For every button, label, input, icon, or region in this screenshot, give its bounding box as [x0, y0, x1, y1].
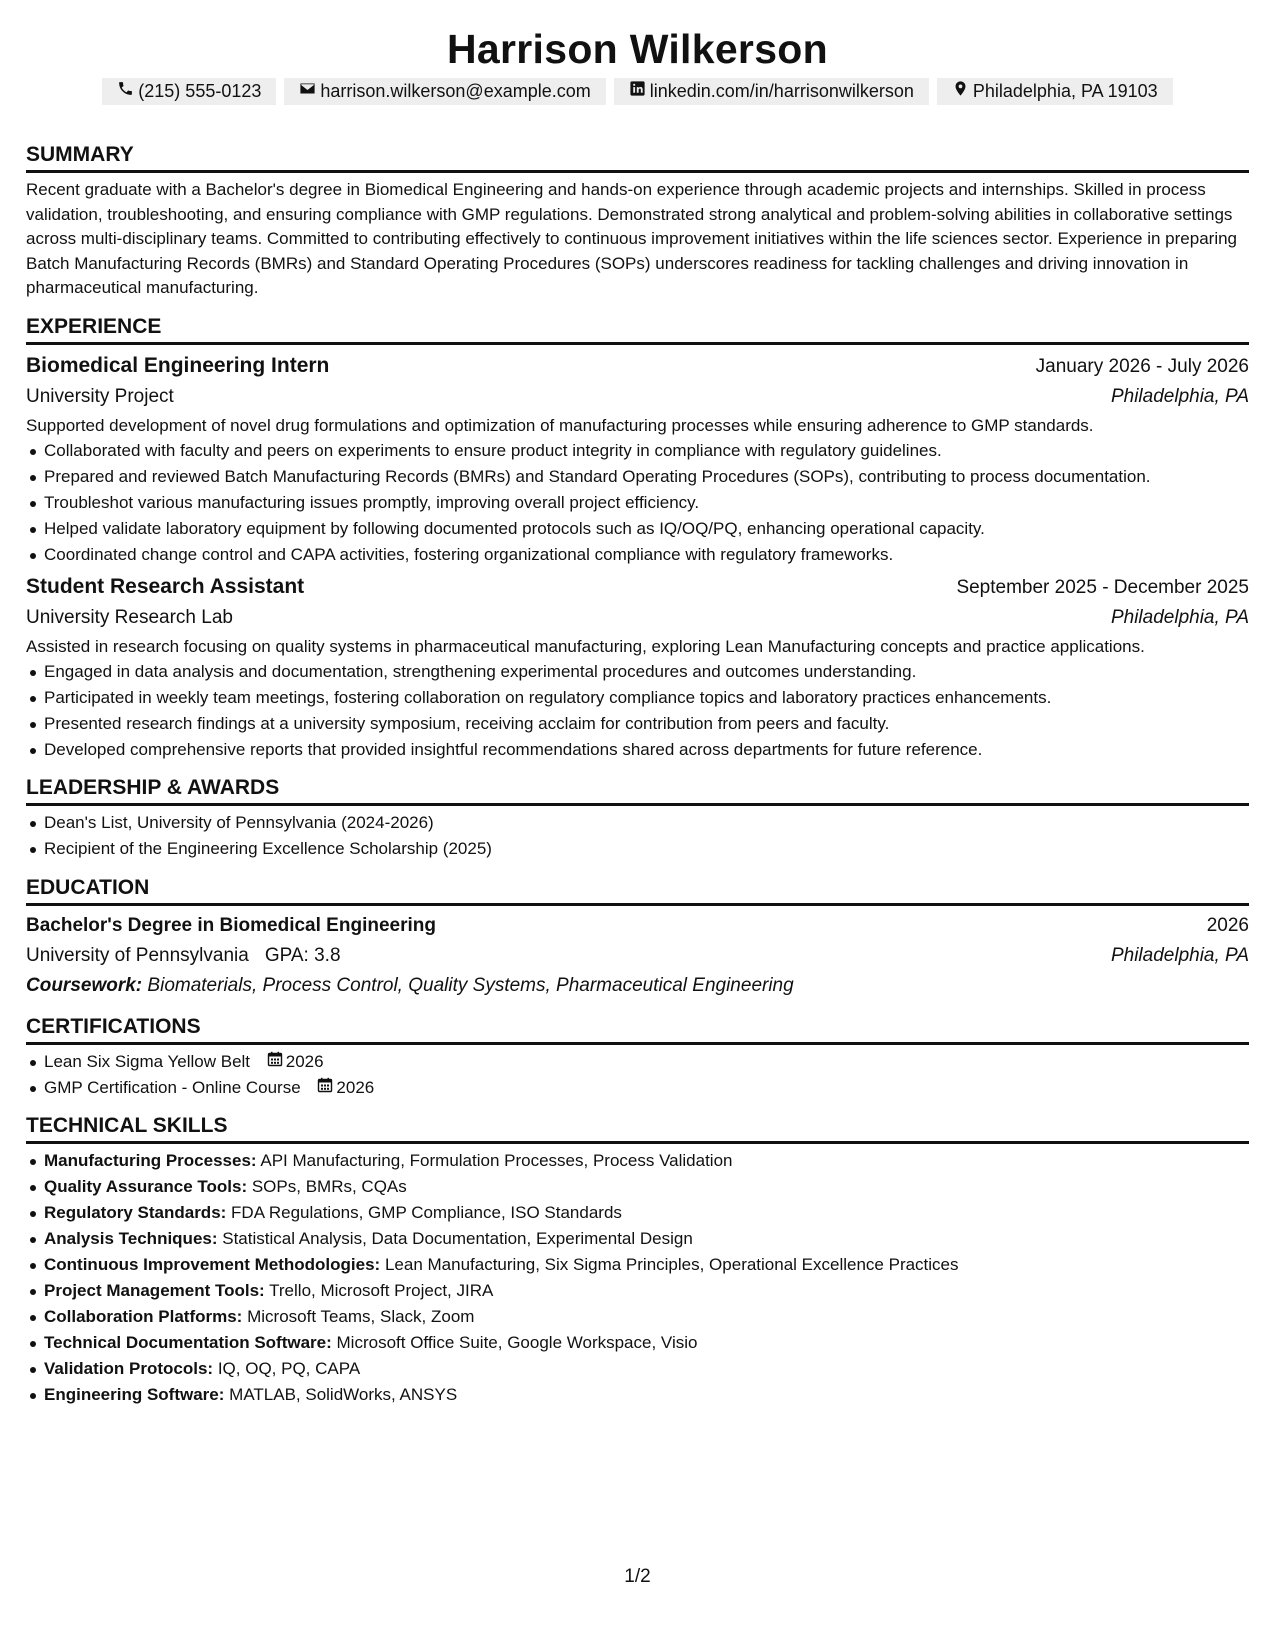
- list-item: [26, 1050, 1249, 1075]
- list-item: [26, 1383, 1249, 1408]
- job-entry: [26, 571, 1249, 762]
- list-item: Coordinated change control and CAPA activities, fostering organizational compliance with regulatory frameworks.: [26, 543, 1249, 568]
- coursework-label: Coursework:: [26, 974, 143, 996]
- linkedin-chip[interactable]: [614, 78, 929, 105]
- linkedin-icon: [629, 78, 646, 105]
- skill-values: IQ, OQ, PQ, CAPA: [217, 1359, 361, 1379]
- list-item: [26, 1253, 1249, 1278]
- skill-category: Continuous Improvement Methodologies:: [44, 1255, 381, 1275]
- linkedin-text: linkedin.com/in/harrisonwilkerson: [649, 81, 914, 101]
- experience-section: [26, 313, 1249, 762]
- skills-list: [26, 1149, 1249, 1407]
- skill-values: SOPs, BMRs, CQAs: [251, 1177, 407, 1197]
- skill-values: FDA Regulations, GMP Compliance, ISO Standards: [231, 1203, 622, 1223]
- list-item: Participated in weekly team meetings, fostering collaboration on regulatory compliance topics and laboratory practices enhancements.: [26, 686, 1249, 711]
- list-item: [26, 1076, 1249, 1101]
- list-item: Helped validate laboratory equipment by following documented protocols such as IQ/OQ/PQ, enhancing operational capacity.: [26, 517, 1249, 542]
- job-organization: University Research Lab: [26, 607, 233, 629]
- list-item: [26, 1331, 1249, 1356]
- map-pin-icon: [952, 78, 969, 105]
- degree-title: Bachelor's Degree in Biomedical Engineering: [26, 914, 436, 936]
- contact-bar: [26, 78, 1249, 105]
- certifications-section: [26, 1013, 1249, 1101]
- skill-category: Project Management Tools:: [44, 1281, 265, 1301]
- skill-category: Regulatory Standards:: [44, 1203, 227, 1223]
- candidate-name: Harrison Wilkerson: [447, 26, 828, 72]
- job-bullets: [26, 660, 1249, 763]
- list-item: Engaged in data analysis and documentation, strengthening experimental procedures and outcomes understanding.: [26, 660, 1249, 685]
- phone-icon: [117, 78, 134, 105]
- certification-year: 2026: [285, 1051, 324, 1071]
- skill-values: Trello, Microsoft Project, JIRA: [269, 1281, 494, 1301]
- skill-values: Microsoft Office Suite, Google Workspace, Visio: [336, 1333, 698, 1353]
- location-chip: [937, 78, 1173, 105]
- skill-values: Statistical Analysis, Data Documentation, Experimental Design: [222, 1229, 693, 1249]
- skill-values: MATLAB, SolidWorks, ANSYS: [229, 1385, 458, 1405]
- summary-text: Recent graduate with a Bachelor's degree in Biomedical Engineering and hands-on experience through academic projects and internships. Skilled in process validation, troubleshooting, and ensuring compliance with GMP regulations. Demonstrated strong analytical and problem-solving abilities in collaborative settings across multi-disciplinary teams. Committed to contributing effectively to continuous improvement initiatives within the life sciences sector. Experience in preparing Batch Manufacturing Records (BMRs) and Standard Operating Procedures (SOPs) underscores readiness for tackling challenges and driving innovation in pharmaceutical manufacturing.: [26, 180, 1238, 298]
- list-item: [26, 1201, 1249, 1226]
- certification-year: 2026: [336, 1077, 375, 1097]
- coursework-line: [26, 971, 1249, 1001]
- location-text: Philadelphia, PA 19103: [972, 81, 1158, 101]
- summary-heading: SUMMARY: [26, 141, 1249, 173]
- certifications-list: [26, 1050, 1249, 1101]
- leadership-list: [26, 811, 1249, 862]
- leadership-heading: LEADERSHIP & AWARDS: [26, 774, 1249, 806]
- experience-heading: EXPERIENCE: [26, 313, 1249, 345]
- job-location: Philadelphia, PA: [1110, 385, 1249, 407]
- list-item: Prepared and reviewed Batch Manufacturing Records (BMRs) and Standard Operating Procedures (SOPs), contributing to process documentation.: [26, 465, 1249, 490]
- list-item: Recipient of the Engineering Excellence Scholarship (2025): [26, 837, 1249, 862]
- skills-heading: TECHNICAL SKILLS: [26, 1112, 1249, 1144]
- job-location: Philadelphia, PA: [1110, 607, 1249, 629]
- skill-values: API Manufacturing, Formulation Processes, Process Validation: [260, 1151, 733, 1171]
- list-item: Developed comprehensive reports that provided insightful recommendations shared across departments for future reference.: [26, 738, 1249, 763]
- phone-chip[interactable]: [102, 78, 276, 105]
- job-description: Assisted in research focusing on quality systems in pharmaceutical manufacturing, exploring Lean Manufacturing concepts and practice applications.: [26, 637, 1145, 657]
- skill-category: Technical Documentation Software:: [44, 1333, 332, 1353]
- certification-name: GMP Certification - Online Course: [44, 1077, 301, 1097]
- school-location: Philadelphia, PA: [1110, 944, 1249, 966]
- calendar-icon: [317, 1076, 333, 1101]
- list-item: [26, 1175, 1249, 1200]
- skill-category: Analysis Techniques:: [44, 1229, 218, 1249]
- skill-category: Quality Assurance Tools:: [44, 1177, 248, 1197]
- gpa: GPA: 3.8: [264, 944, 341, 966]
- school-line: [26, 941, 341, 971]
- list-item: [26, 1149, 1249, 1174]
- job-dates: January 2026 - July 2026: [1035, 355, 1249, 377]
- education-heading: EDUCATION: [26, 874, 1249, 906]
- list-item: Collaborated with faculty and peers on experiments to ensure product integrity in compliance with regulatory guidelines.: [26, 439, 1249, 464]
- job-description: Supported development of novel drug formulations and optimization of manufacturing processes while ensuring adherence to GMP standards.: [26, 415, 1094, 435]
- skill-values: Microsoft Teams, Slack, Zoom: [247, 1307, 475, 1327]
- calendar-icon: [267, 1050, 283, 1075]
- skill-category: Validation Protocols:: [44, 1359, 214, 1379]
- list-item: Presented research findings at a university symposium, receiving acclaim for contribution from peers and faculty.: [26, 712, 1249, 737]
- education-section: [26, 874, 1249, 1001]
- school-name: University of Pennsylvania: [26, 944, 249, 966]
- list-item: [26, 1279, 1249, 1304]
- list-item: [26, 1357, 1249, 1382]
- email-text: harrison.wilkerson@example.com: [320, 81, 591, 101]
- list-item: [26, 1305, 1249, 1330]
- certification-name: Lean Six Sigma Yellow Belt: [44, 1051, 251, 1071]
- list-item: Troubleshot various manufacturing issues promptly, improving overall project efficiency.: [26, 491, 1249, 516]
- summary-section: [26, 141, 1249, 301]
- envelope-icon: [299, 78, 316, 105]
- skill-values: Lean Manufacturing, Six Sigma Principles, Operational Excellence Practices: [384, 1255, 959, 1275]
- job-organization: University Project: [26, 385, 174, 407]
- skill-category: Collaboration Platforms:: [44, 1307, 243, 1327]
- skills-section: [26, 1112, 1249, 1407]
- resume-page: [26, 0, 1249, 1409]
- job-entry: [26, 350, 1249, 567]
- email-chip[interactable]: [284, 78, 605, 105]
- coursework-text: Biomaterials, Process Control, Quality Systems, Pharmaceutical Engineering: [147, 974, 794, 996]
- skill-category: Engineering Software:: [44, 1385, 225, 1405]
- leadership-section: [26, 774, 1249, 862]
- job-title: Student Research Assistant: [26, 575, 305, 599]
- phone-text: (215) 555-0123: [138, 81, 262, 101]
- job-bullets: [26, 439, 1249, 568]
- job-title: Biomedical Engineering Intern: [26, 353, 330, 377]
- degree-year: 2026: [1206, 914, 1249, 936]
- page-number: 1/2: [624, 1566, 651, 1587]
- list-item: [26, 1227, 1249, 1252]
- skill-category: Manufacturing Processes:: [44, 1151, 257, 1171]
- job-dates: September 2025 - December 2025: [956, 577, 1249, 599]
- certifications-heading: CERTIFICATIONS: [26, 1013, 1249, 1045]
- list-item: Dean's List, University of Pennsylvania (2024-2026): [26, 811, 1249, 836]
